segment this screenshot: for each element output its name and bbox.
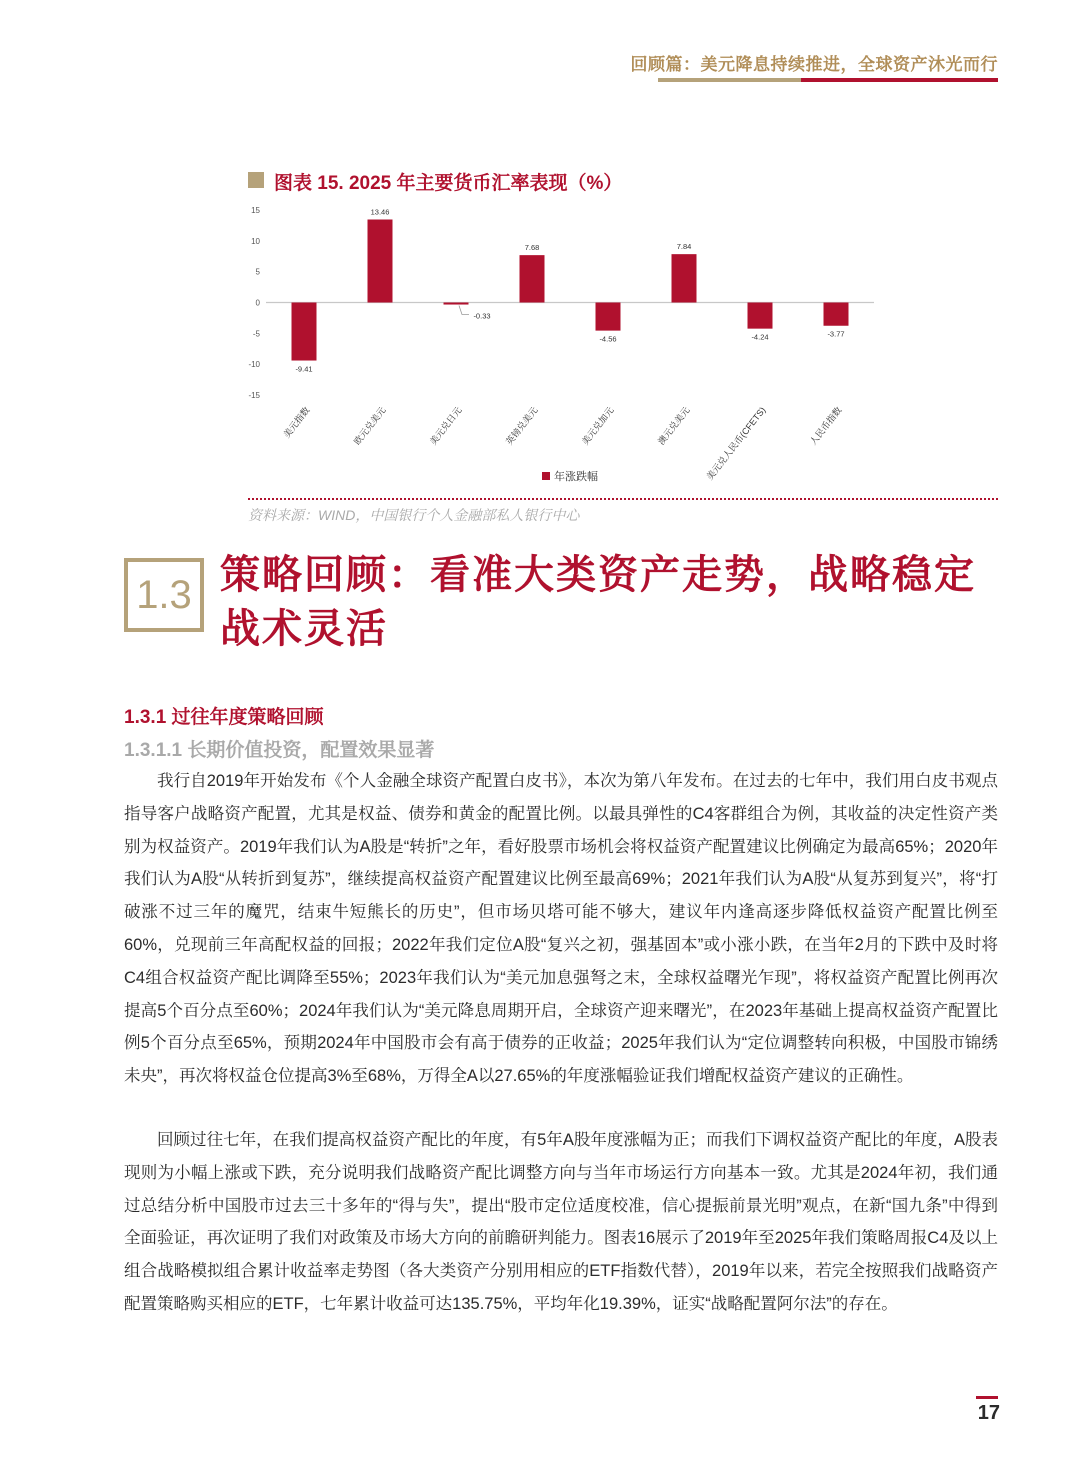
label-leader-line: [459, 306, 469, 315]
legend-swatch: [542, 472, 550, 480]
x-category-label: 澳元兑美元: [655, 405, 692, 447]
y-tick-label: 10: [251, 236, 260, 246]
x-category-label: 美元兑人民币(CFETS): [704, 405, 768, 482]
subsection-heading: 1.3.1 过往年度策略回顾: [124, 707, 324, 728]
source-divider: [248, 498, 998, 500]
page-header-title: 回顾篇：美元降息持续推进，全球资产沐光而行: [630, 55, 998, 74]
section-title: 策略回顾：看准大类资产走势，战略稳定战术灵活: [220, 553, 976, 651]
x-category-label: 人民币指数: [807, 405, 844, 447]
bar: [672, 254, 697, 302]
bar: [596, 303, 621, 331]
subsubsection-heading: 1.3.1.1 长期价值投资，配置效果显著: [124, 740, 435, 761]
y-tick-label: -5: [252, 329, 260, 339]
bar-value-label: -0.33: [473, 311, 491, 321]
y-tick-label: -10: [248, 360, 260, 370]
bar-chart: [236, 198, 886, 488]
page-number: 17: [977, 1402, 1000, 1424]
x-category-label: 英镑兑美元: [503, 405, 540, 447]
bar: [368, 219, 393, 302]
bar: [292, 303, 317, 361]
bar: [824, 303, 849, 326]
section-number: 1.3: [124, 558, 204, 632]
x-category-label: 美元兑日元: [427, 405, 464, 447]
page-number-bar: [976, 1396, 998, 1399]
y-tick-label: 15: [251, 206, 260, 215]
bar: [748, 303, 773, 329]
chart-source: 资料来源：WIND，中国银行个人金融部私人银行中心: [248, 507, 580, 523]
bar: [444, 303, 469, 305]
bar-value-label: 13.46: [370, 207, 390, 217]
chart-title-marker: [248, 172, 264, 188]
bar-value-label: -9.41: [295, 364, 313, 374]
x-category-label: 美元兑加元: [579, 405, 616, 447]
x-category-label: 欧元兑美元: [351, 405, 388, 447]
bar-value-label: -4.24: [751, 332, 769, 342]
bar-value-label: 7.68: [524, 243, 540, 253]
y-tick-label: 5: [255, 267, 260, 277]
chart-title: 图表 15. 2025 年主要货币汇率表现（%）: [274, 173, 623, 194]
body-paragraph-2: 回顾过往七年，在我们提高权益资产配比的年度，有5年A股年度涨幅为正；而我们下调权益资产配比的年度，A股表现则为小幅上涨或下跌，充分说明我们战略资产配比调整方向与当年市场运行方向基本一致。尤其是2024年初，我们通过总结分析中国股市过去三十多年的“得与失”，提出“股市定位适度校准，信心提振前景光明”观点，在新“国九条”中得到全面验证，再次证明了我们对政策及市场大方向的前瞻研判能力。图表16展示了2019年至2025年我们策略周报C4及以上组合战略模拟组合累计收益率走势图（各大类资产分别用相应的ETF指数代替），2019年以来，若完全按照我们战略资产配置策略购买相应的ETF，七年累计收益可达135.75%，平均年化19.39%，证实“战略配置阿尔法”的存在。: [124, 1131, 998, 1313]
y-tick-label: -15: [248, 391, 260, 400]
bar-value-label: 7.84: [676, 242, 692, 252]
y-tick-label: 0: [255, 298, 260, 308]
x-category-label: 美元指数: [281, 405, 312, 440]
bar-value-label: -4.56: [599, 334, 617, 344]
bar-value-label: -3.77: [827, 329, 845, 339]
body-paragraph-1: 我行自2019年开始发布《个人金融全球资产配置白皮书》，本次为第八年发布。在过去的七年中，我们用白皮书观点指导客户战略资产配置，尤其是权益、债券和黄金的配置比例。以最具弹性的C4客群组合为例，其收益的决定性资产类别为权益资产。2019年我们认为A股是“转折”之年，看好股票市场机会将权益资产配置建议比例确定为最高65%；2020年我们认为A股“从转折到复苏”，继续提高权益资产配置建议比例至最高69%；2021年我们认为A股“从复苏到复兴”，将“打破涨不过三年的魔咒，结束牛短熊长的历史”，但市场贝塔可能不够大，建议年内逢高逐步降低权益资产配置比例至60%，兑现前三年高配权益的回报；2022年我们定位A股“复兴之初，强基固本”或小涨小跌，在当年2月的下跌中及时将C4组合权益资产配比调降至55%；2023年我们认为“美元加息强弩之末，全球权益曙光乍现”，将权益资产配置比例再次提高5个百分点至60%；2024年我们认为“美元降息周期开启，全球资产迎来曙光”，在2023年基础上提高权益资产配置比例5个百分点至65%，预期2024年中国股市会有高于债券的正收益；2025年我们认为“定位调整转向积极，中国股市锦绣未央”，再次将权益仓位提高3%至68%，万得全A以27.65%的年度涨幅验证我们增配权益资产建议的正确性。: [124, 772, 998, 1086]
header-rule: [658, 78, 998, 82]
bar: [520, 255, 545, 302]
legend-label: 年涨跌幅: [554, 471, 598, 483]
